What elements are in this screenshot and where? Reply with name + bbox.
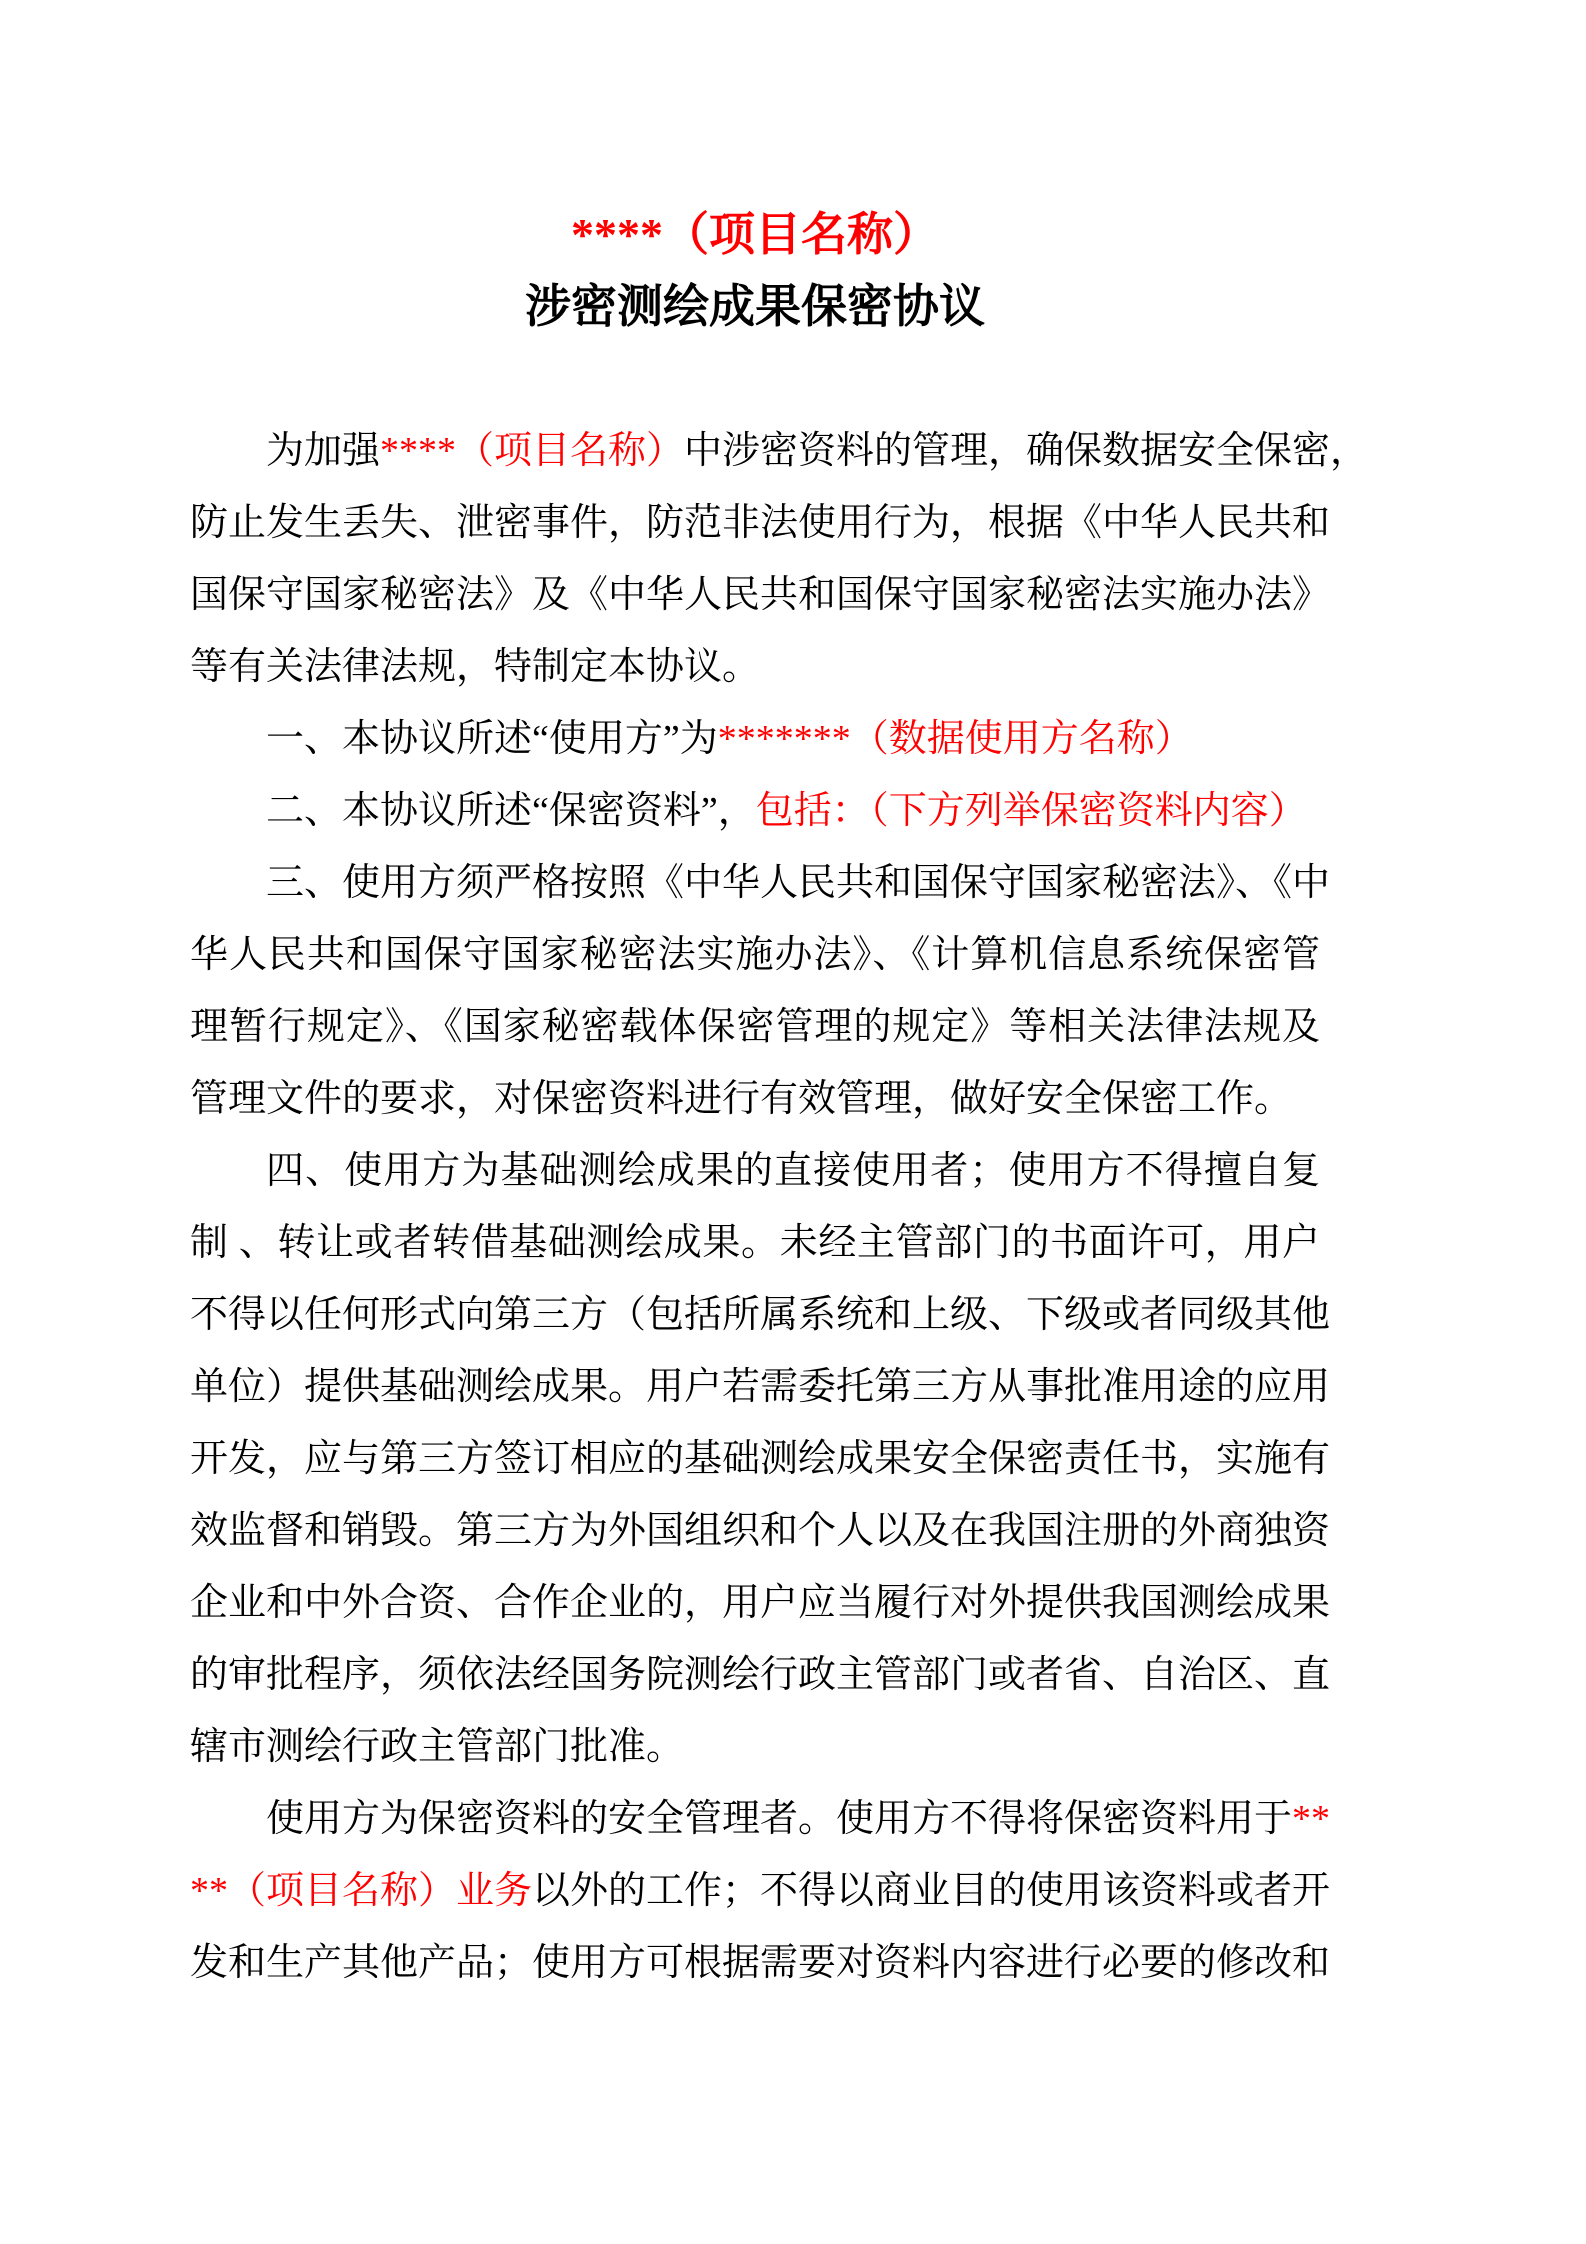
- text-segment: 开发，应与第三方签订相应的基础测绘成果安全保密责任书，实施有: [190, 1438, 1331, 1480]
- red-text-segment: ****（项目名称）: [380, 430, 685, 472]
- doc-line: [190, 1351, 1331, 1423]
- text-segment: 防止发生丢失、泄密事件，防范非法使用行为，根据《中华人民共和: [190, 502, 1331, 544]
- doc-line: [190, 1711, 1320, 1783]
- text-segment: 以外的工作；不得以商业目的使用该资料或者开: [532, 1870, 1331, 1912]
- document-body: [190, 199, 1369, 1999]
- text-segment: 不得以任何形式向第三方（包括所属系统和上级、下级或者同级其他: [190, 1294, 1331, 1336]
- doc-line: [190, 559, 1331, 631]
- doc-line: [190, 487, 1331, 559]
- doc-line: [190, 1927, 1331, 1999]
- doc-title-main: 涉密测绘成果保密协议: [525, 281, 985, 332]
- doc-line: [190, 991, 1320, 1063]
- doc-line: [190, 1495, 1331, 1567]
- text-segment: 效监督和销毁。第三方为外国组织和个人以及在我国注册的外商独资: [190, 1510, 1331, 1552]
- doc-line: [190, 775, 1320, 847]
- text-segment: 单位）提供基础测绘成果。用户若需委托第三方从事批准用途的应用: [190, 1366, 1331, 1408]
- doc-line: [190, 919, 1320, 991]
- text-segment: 四、使用方为基础测绘成果的直接使用者；使用方不得擅自复: [266, 1150, 1320, 1192]
- text-segment: 三、使用方须严格按照《中华人民共和国保守国家秘密法》、《中: [266, 862, 1331, 904]
- doc-line: [190, 631, 1320, 703]
- text-segment: 二、本协议所述“保密资料”，: [266, 790, 756, 832]
- text-segment: 辖市测绘行政主管部门批准。: [190, 1726, 685, 1768]
- doc-line: [190, 1855, 1331, 1927]
- text-segment: 国保守国家秘密法》及《中华人民共和国保守国家秘密法实施办法》: [190, 574, 1331, 616]
- text-segment: 发和生产其他产品；使用方可根据需要对资料内容进行必要的修改和: [190, 1942, 1331, 1984]
- text-segment: 为加强: [266, 430, 381, 472]
- text-segment: 管理文件的要求，对保密资料进行有效管理，做好安全保密工作。: [190, 1078, 1293, 1120]
- doc-title-project: ****（项目名称）: [571, 209, 939, 260]
- doc-line: [190, 1783, 1331, 1855]
- blank-line: [190, 343, 1320, 415]
- text-segment: 企业和中外合资、合作企业的，用户应当履行对外提供我国测绘成果: [190, 1582, 1331, 1624]
- doc-line: [190, 1207, 1320, 1279]
- red-text-segment: *******（数据使用方名称）: [717, 718, 1193, 760]
- text-segment: 使用方为保密资料的安全管理者。使用方不得将保密资料用于: [266, 1798, 1293, 1840]
- doc-line: [190, 1063, 1320, 1135]
- doc-line: [190, 847, 1331, 919]
- text-segment: 理暂行规定》、《国家秘密载体保密管理的规定》等相关法律法规及: [190, 1006, 1320, 1048]
- doc-line: [190, 703, 1320, 775]
- doc-line: [190, 1567, 1331, 1639]
- text-segment: 制 、转让或者转借基础测绘成果。未经主管部门的书面许可，用户: [190, 1222, 1320, 1264]
- text-segment: 一、本协议所述“使用方”为: [266, 718, 718, 760]
- doc-line: [190, 1135, 1320, 1207]
- red-text-segment: **: [1292, 1798, 1331, 1840]
- doc-line: [190, 1639, 1331, 1711]
- doc-line: [190, 1279, 1331, 1351]
- text-segment: 等有关法律法规，特制定本协议。: [190, 646, 761, 688]
- red-text-segment: **（项目名称）业务: [190, 1870, 533, 1912]
- doc-line: [190, 1423, 1331, 1495]
- doc-line: [190, 415, 1369, 487]
- text-segment: 的审批程序，须依法经国务院测绘行政主管部门或者省、自治区、直: [190, 1654, 1331, 1696]
- text-segment: 中涉密资料的管理，确保数据安全保密，: [684, 430, 1369, 472]
- red-text-segment: 包括：（下方列举保密资料内容）: [755, 790, 1307, 832]
- text-segment: 华人民共和国保守国家秘密法实施办法》、《计算机信息系统保密管: [190, 934, 1320, 976]
